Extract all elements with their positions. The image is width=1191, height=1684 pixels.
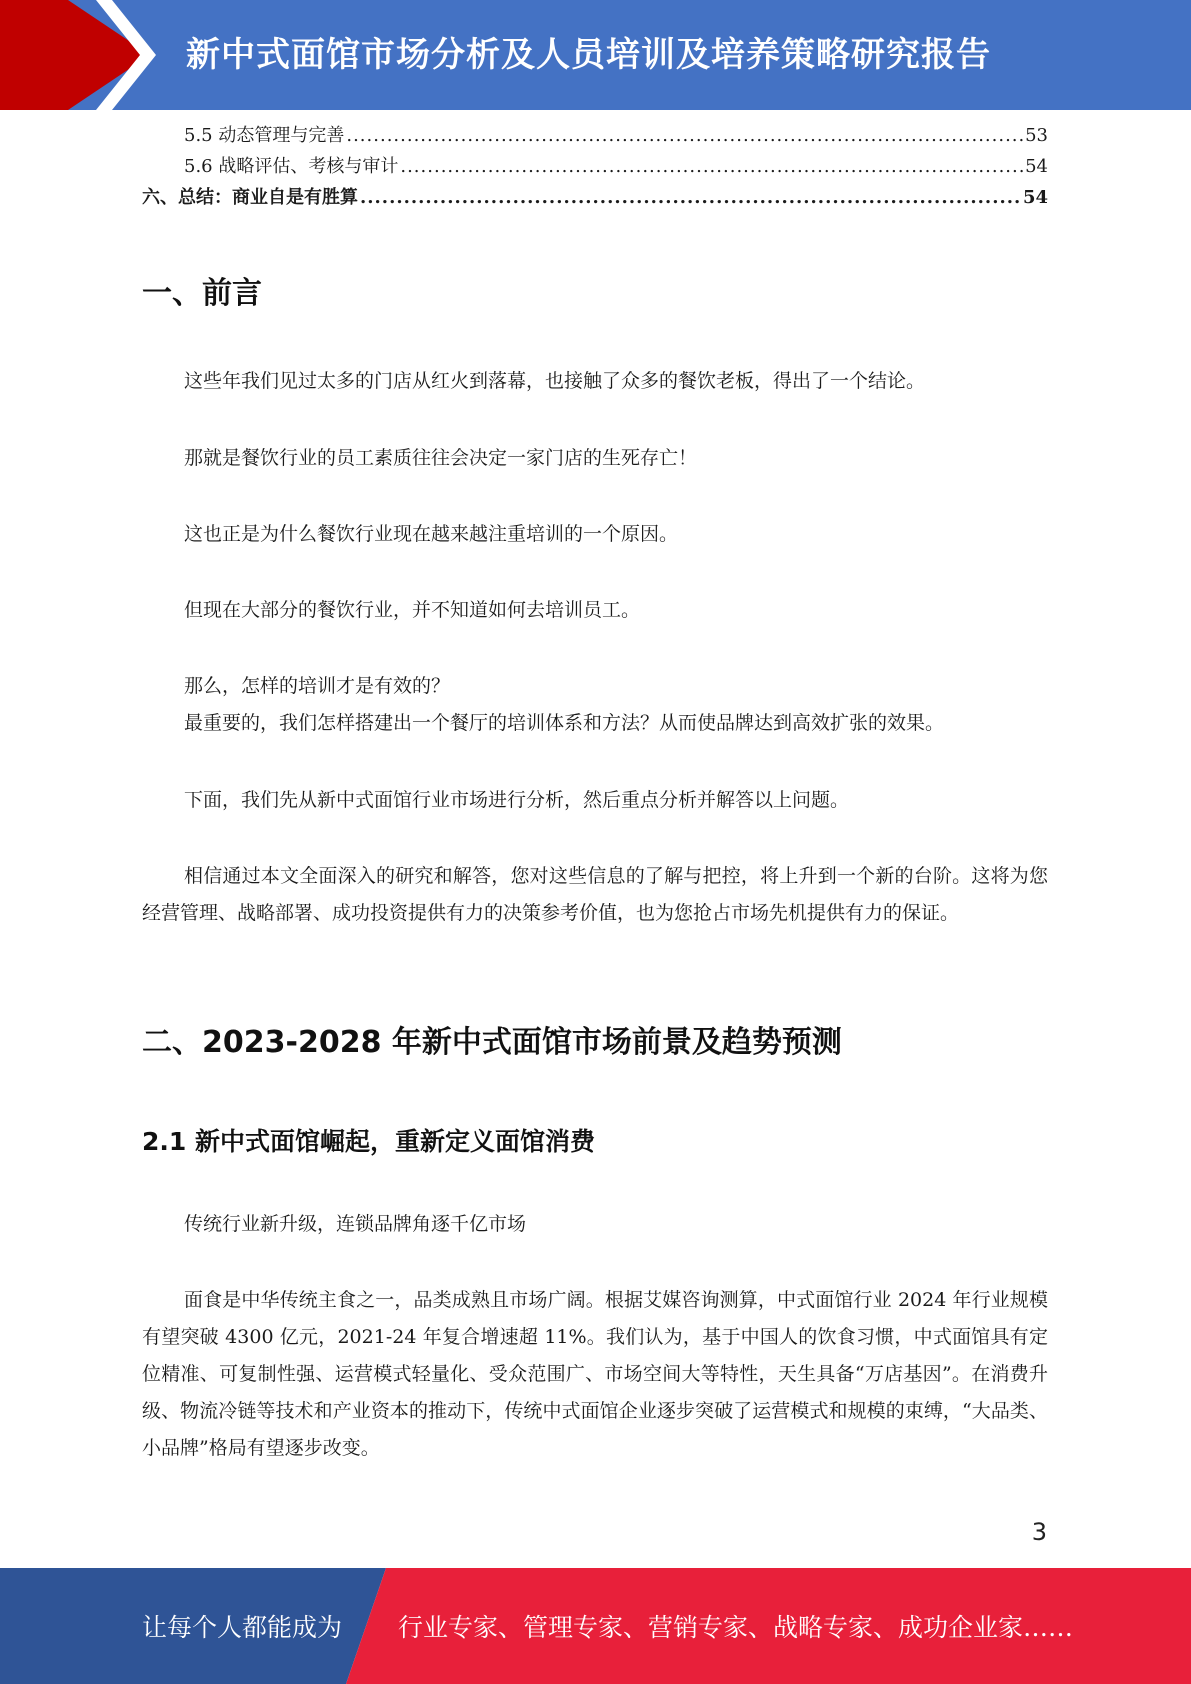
section-heading-preface: 一、前言: [142, 276, 262, 311]
paragraph: 这些年我们见过太多的门店从红火到落幕，也接触了众多的餐饮老板，得出了一个结论。: [184, 370, 926, 392]
paragraph: 下面，我们先从新中式面馆行业市场进行分析，然后重点分析并解答以上问题。: [184, 789, 850, 811]
section-heading-forecast: 二、2023-2028 年新中式面馆市场前景及趋势预测: [142, 1025, 842, 1060]
paragraph: 传统行业新升级，连锁品牌角逐千亿市场: [184, 1213, 527, 1235]
footer-slogan-left: 让每个人都能成为: [142, 1613, 343, 1642]
toc-leader: [360, 182, 1021, 213]
paragraph: 那就是餐饮行业的员工素质往往会决定一家门店的生死存亡！: [184, 447, 698, 469]
toc-entry[interactable]: [142, 182, 1048, 213]
paragraph: 最重要的，我们怎样搭建出一个餐厅的培训体系和方法？从而使品牌达到高效扩张的效果。: [184, 712, 945, 734]
paragraph: 这也正是为什么餐饮行业现在越来越注重培训的一个原因。: [184, 523, 679, 545]
toc-entry[interactable]: [142, 120, 1048, 151]
toc-entry-title: 5.5 动态管理与完善: [184, 125, 345, 146]
footer-banner: [0, 1568, 1191, 1684]
paragraph: 面食是中华传统主食之一，品类成熟且市场广阔。根据艾媒咨询测算，中式面馆行业 2024 年行业规模有望突破 4300 亿元，2021-24 年复合增速超 11%。我们认为，基于中国人的饮食习惯，中式面馆具有定位精准、可复制性强、运营模式轻量化、受众范围广、市场空间大等特性，天生具备“万店基因”。在消费升级、物流冷链等技术和产业资本的推动下，传统中式面馆企业逐步突破了运营模式和规模的束缚，“大品类、小品牌”格局有望逐步改变。: [142, 1289, 1048, 1459]
paragraph: 相信通过本文全面深入的研究和解答，您对这些信息的了解与把控，将上升到一个新的台阶。这将为您经营管理、战略部署、成功投资提供有力的决策参考价值，也为您抢占市场先机提供有力的保证。: [142, 865, 1048, 924]
page-number: 3: [1031, 1518, 1047, 1546]
toc-entry[interactable]: [142, 151, 1048, 182]
subsection-heading: 2.1 新中式面馆崛起，重新定义面馆消费: [142, 1127, 595, 1156]
toc-entry-page: 53: [1025, 125, 1048, 146]
toc-leader: [400, 151, 1023, 182]
toc-leader: [346, 120, 1023, 151]
table-of-contents: [142, 120, 1048, 213]
paragraph: 那么，怎样的培训才是有效的？: [184, 675, 451, 697]
header-title: 新中式面馆市场分析及人员培训及培养策略研究报告: [186, 35, 991, 75]
paragraph: 但现在大部分的餐饮行业，并不知道如何去培训员工。: [184, 599, 641, 621]
toc-entry-title: 六、总结：商业自是有胜算: [142, 187, 358, 208]
footer-slogan-right: 行业专家、管理专家、营销专家、战略专家、成功企业家……: [398, 1613, 1074, 1642]
toc-entry-title: 5.6 战略评估、考核与审计: [184, 156, 399, 177]
header-red-arrow: [0, 0, 150, 110]
header-banner: [0, 0, 1191, 110]
toc-entry-page: 54: [1025, 156, 1048, 177]
toc-entry-page: 54: [1022, 187, 1048, 208]
